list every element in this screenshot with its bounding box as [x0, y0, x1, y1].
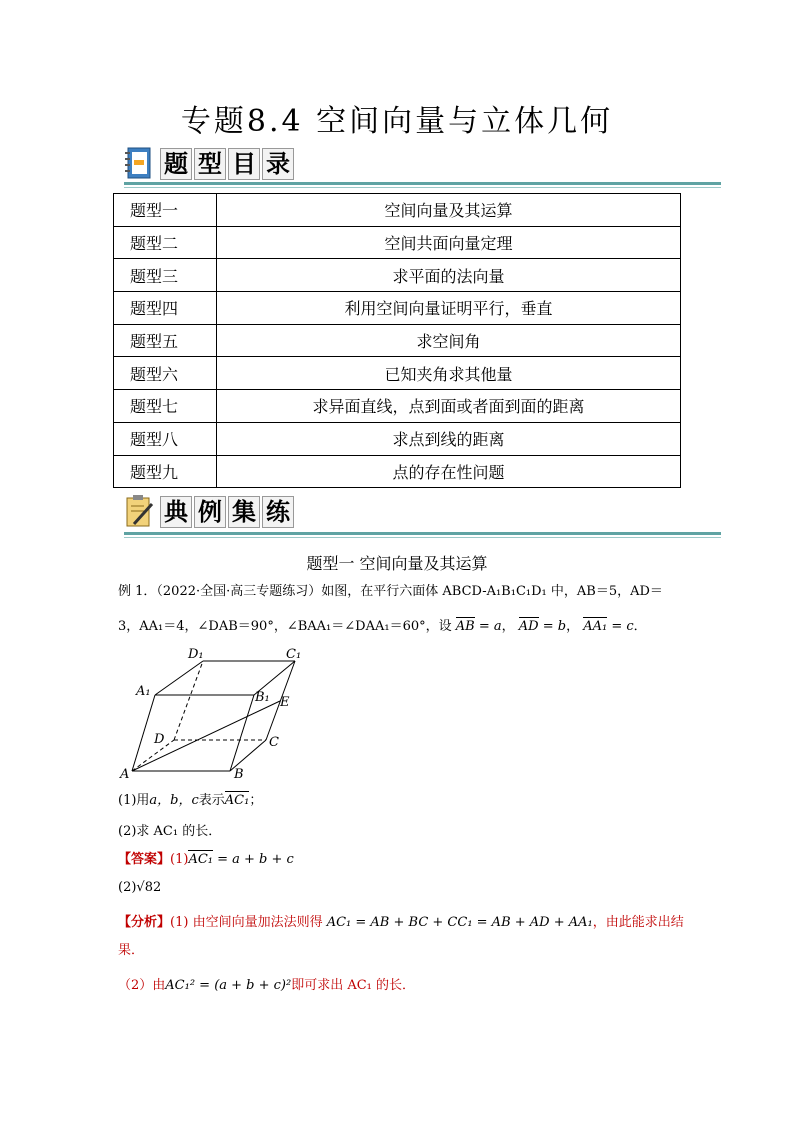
- analysis-2: （2）由AC₁² = (a + b + c)²即可求出 AC₁ 的长．: [118, 978, 416, 993]
- section-title-toc: 题 型 目 录: [160, 148, 296, 180]
- vertex-label-D: D: [154, 732, 165, 747]
- table-row: 题型九 点的存在性问题: [114, 455, 681, 488]
- clipboard-pencil-icon: [124, 494, 154, 528]
- vertex-label-D1: D₁: [188, 647, 204, 662]
- table-row: 题型四 利用空间向量证明平行，垂直: [114, 292, 681, 325]
- hidden-edge-AD: [132, 740, 174, 771]
- example-line-2: 3，AA₁＝4，∠DAB＝90°，∠BAA₁＝∠DAA₁＝60°，设 AB = a， AD = b， AA₁ = c．: [118, 619, 647, 634]
- question-2: (2)求 AC₁ 的长．: [118, 824, 222, 839]
- vertex-label-C1: C₁: [286, 647, 302, 662]
- vertex-label-B1: B₁: [255, 690, 270, 705]
- vertex-label-E: E: [280, 695, 290, 710]
- edge-B1B: [230, 695, 254, 771]
- vertex-label-A1: A₁: [136, 684, 151, 699]
- table-row: 题型三 求平面的法向量: [114, 259, 681, 292]
- question-1: (1)用a，b，c表示AC₁；: [118, 793, 263, 808]
- question-type-heading: 题型一 空间向量及其运算: [306, 554, 488, 573]
- notebook-icon: [124, 146, 154, 180]
- section-title-examples: 典 例 集 练: [160, 496, 296, 528]
- vertex-label-B: B: [234, 767, 244, 780]
- toc-table: [113, 193, 681, 488]
- analysis-1: 【分析】(1) 由空间向量加法法则得 AC₁ = AB + BC + CC₁ = AB + AD + AA₁，由此能求出结: [118, 915, 684, 930]
- section-divider: [124, 182, 721, 185]
- edge-A1D1: [155, 661, 203, 695]
- table-row: 题型五 求空间角: [114, 324, 681, 357]
- example-line-1: 例 1．（2022·全国·高三专题练习）如图，在平行六面体 ABCD-A₁B₁C₁D₁ 中，AB＝5，AD＝: [118, 584, 663, 599]
- answer-1: 【答案】(1)AC₁ = a + b + c: [118, 852, 294, 867]
- edge-AA1: [132, 695, 155, 771]
- page-title: 专题8.4 空间向量与立体几何: [180, 104, 614, 139]
- table-row: 题型一 空间向量及其运算: [114, 194, 681, 227]
- section-divider-thin: [124, 537, 721, 538]
- table-row: 题型二 空间共面向量定理: [114, 226, 681, 259]
- analysis-1-cont: 果．: [118, 943, 145, 958]
- hidden-edge-DD1: [174, 661, 203, 740]
- vertex-label-C: C: [269, 735, 279, 750]
- table-row: 题型七 求异面直线，点到面或者面到面的距离: [114, 390, 681, 423]
- section-divider-thin: [124, 187, 721, 188]
- parallelepiped-figure: [118, 645, 318, 780]
- answer-2: (2)√82: [118, 880, 162, 895]
- section-divider: [124, 532, 721, 535]
- table-row: 题型六 已知夹角求其他量: [114, 357, 681, 390]
- vertex-label-A: A: [120, 767, 130, 780]
- table-row: 题型八 求点到线的距离: [114, 422, 681, 455]
